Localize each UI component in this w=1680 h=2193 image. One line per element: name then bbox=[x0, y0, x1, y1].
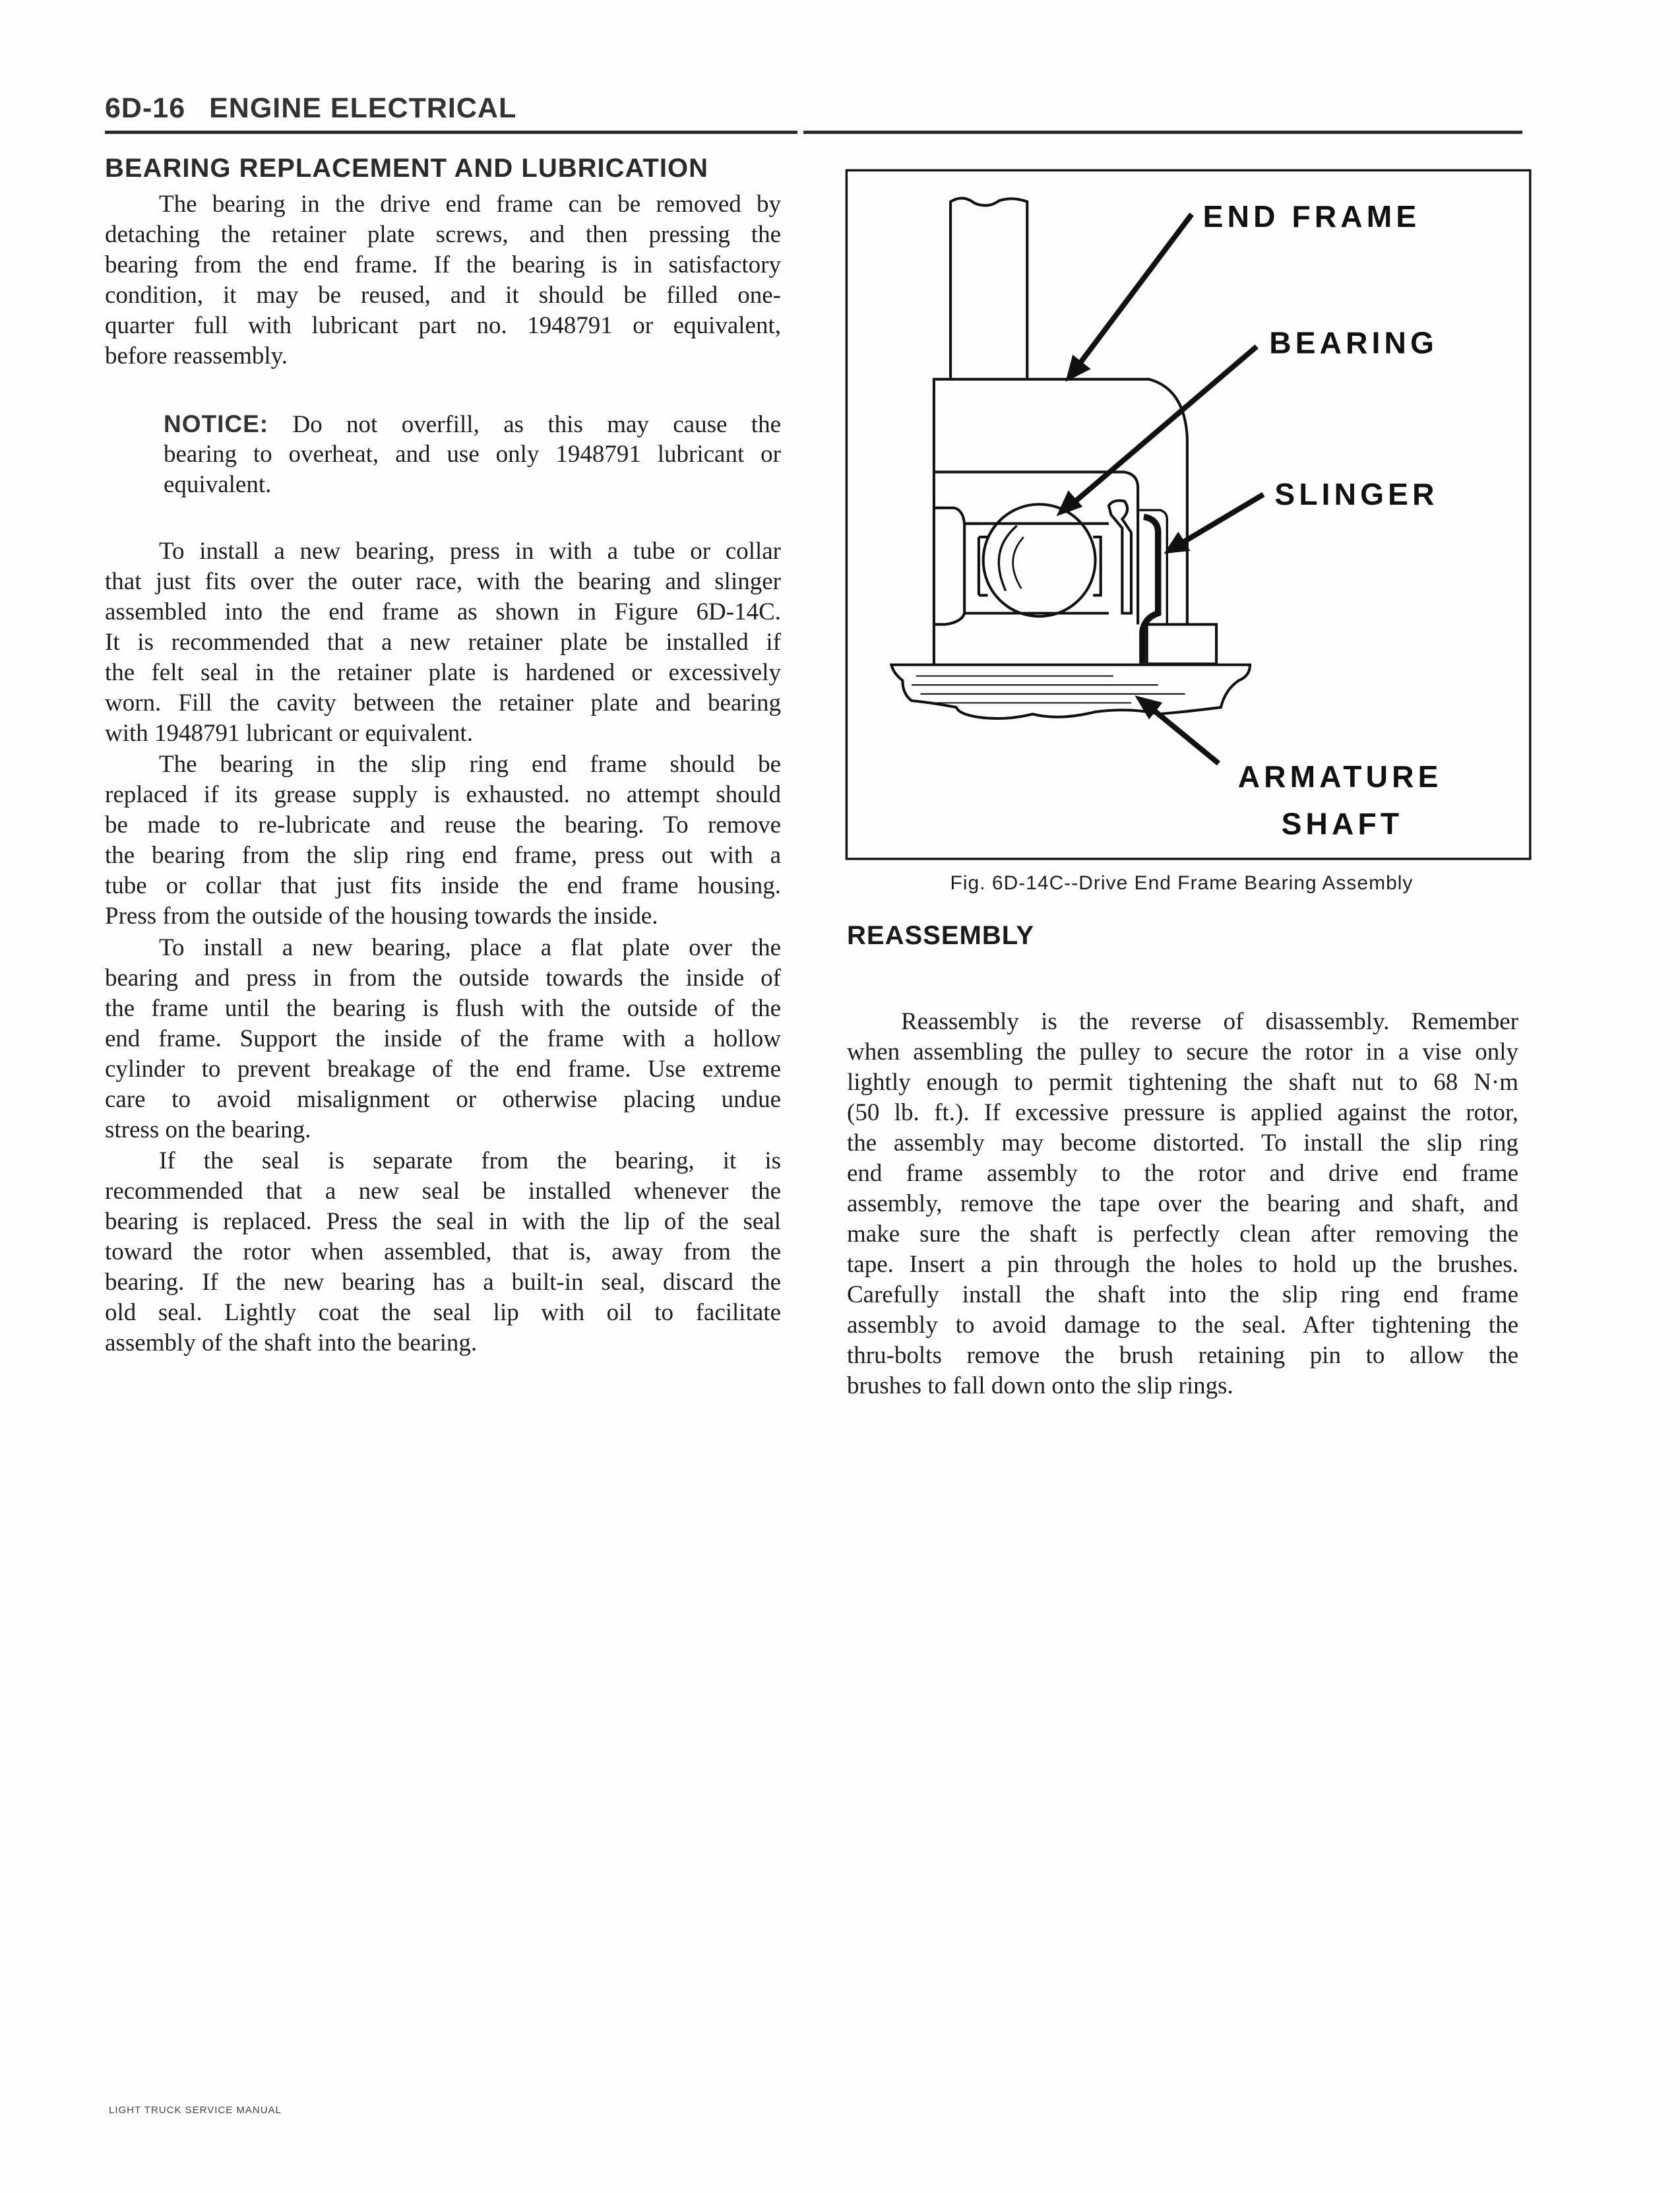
text-line: be made to re-lubricate and reuse the bearing. To remove bbox=[105, 811, 781, 839]
text-line: the felt seal in the retainer plate is hardened or excessively bbox=[105, 659, 781, 686]
header-rule-left bbox=[105, 131, 797, 134]
text-line: bearing. If the new bearing has a built-in seal, discard the bbox=[105, 1269, 781, 1296]
text-line: condition, it may be reused, and it should be filled one- bbox=[105, 282, 781, 309]
footer-manual-title: LIGHT TRUCK SERVICE MANUAL bbox=[109, 2105, 282, 2116]
notice-block bbox=[164, 409, 781, 500]
header-rule-right bbox=[803, 131, 1522, 134]
text-line: care to avoid misalignment or otherwise placing undue bbox=[105, 1086, 781, 1113]
text-line: the assembly may become distorted. To install the slip ring bbox=[847, 1129, 1518, 1157]
text-line: end frame assembly to the rotor and drive end frame bbox=[847, 1160, 1518, 1187]
text-line: quarter full with lubricant part no. 1948791 or equivalent, bbox=[105, 312, 781, 339]
text-line: thru-bolts remove the brush retaining pin to allow the bbox=[847, 1342, 1518, 1369]
text-line: brushes to fall down onto the slip rings. bbox=[847, 1372, 1233, 1399]
text-line: If the seal is separate from the bearing, it is bbox=[159, 1147, 781, 1174]
text-line: the bearing from the slip ring end frame, press out with a bbox=[105, 842, 781, 869]
text-line: The bearing in the slip ring end frame should be bbox=[159, 751, 781, 778]
text-line: lightly enough to permit tightening the shaft nut to 68 N·m bbox=[847, 1069, 1518, 1096]
section-heading-reassembly: REASSEMBLY bbox=[847, 921, 1035, 950]
text-line: detaching the retainer plate screws, and then pressing the bbox=[105, 221, 781, 248]
notice-line: Do not overfill, as this may cause the bbox=[268, 411, 781, 438]
text-line: It is recommended that a new retainer plate be installed if bbox=[105, 629, 781, 656]
label-armature: ARMATURE bbox=[1237, 759, 1443, 794]
paragraph-2 bbox=[105, 536, 781, 749]
text-line: with 1948791 lubricant or equivalent. bbox=[105, 720, 473, 747]
paragraph-3 bbox=[105, 749, 781, 932]
text-line: bearing from the end frame. If the bearing is in satisfactory bbox=[105, 251, 781, 278]
label-end-frame: END FRAME bbox=[1202, 199, 1421, 234]
section-title: ENGINE ELECTRICAL bbox=[209, 92, 517, 124]
notice-line: equivalent. bbox=[164, 471, 272, 498]
section-heading-bearing: BEARING REPLACEMENT AND LUBRICATION bbox=[105, 154, 708, 183]
text-line: end frame. Support the inside of the frame with a hollow bbox=[105, 1025, 781, 1052]
text-line: To install a new bearing, place a flat plate over the bbox=[159, 934, 781, 961]
text-line: bearing is replaced. Press the seal in with the lip of the seal bbox=[105, 1208, 781, 1235]
label-slinger: SLINGER bbox=[1274, 477, 1439, 512]
text-line: recommended that a new seal be installed whenever the bbox=[105, 1178, 781, 1205]
paragraph-1 bbox=[105, 189, 781, 371]
text-line: worn. Fill the cavity between the retainer plate and bearing bbox=[105, 689, 781, 716]
text-line: tape. Insert a pin through the holes to hold up the brushes. bbox=[847, 1251, 1518, 1278]
reassembly-paragraph bbox=[847, 1007, 1518, 1401]
paragraph-4 bbox=[105, 933, 781, 1145]
text-line: assembly of the shaft into the bearing. bbox=[105, 1329, 478, 1356]
text-line: Reassembly is the reverse of disassembly. Remember bbox=[901, 1008, 1518, 1035]
text-line: stress on the bearing. bbox=[105, 1116, 311, 1143]
text-line: assembly, remove the tape over the bearing and shaft, and bbox=[847, 1190, 1518, 1217]
label-bearing: BEARING bbox=[1269, 325, 1439, 360]
pole-drawing bbox=[950, 198, 1027, 379]
text-line: Carefully install the shaft into the slip ring end frame bbox=[847, 1281, 1518, 1308]
text-line: To install a new bearing, press in with a tube or collar bbox=[159, 538, 781, 565]
armature-shaft-drawing bbox=[891, 665, 1250, 718]
end-frame-arrow bbox=[1077, 214, 1191, 367]
text-line: (50 lb. ft.). If excessive pressure is applied against the rotor, bbox=[847, 1099, 1518, 1126]
text-line: old seal. Lightly coat the seal lip with oil to facilitate bbox=[105, 1299, 781, 1326]
bearing-arrow bbox=[1073, 346, 1257, 503]
text-line: toward the rotor when assembled, that is, away from the bbox=[105, 1238, 781, 1265]
slinger-arrow bbox=[1181, 494, 1264, 544]
page-number: 6D-16 bbox=[105, 92, 186, 124]
figure-caption: Fig. 6D-14C--Drive End Frame Bearing Assembly bbox=[950, 872, 1414, 894]
text-line: assembly to avoid damage to the seal. After tightening the bbox=[847, 1312, 1518, 1339]
notice-label: NOTICE: bbox=[164, 410, 269, 437]
text-line: that just fits over the outer race, with the bearing and slinger bbox=[105, 568, 781, 595]
text-line: the frame until the bearing is flush with the outside of the bbox=[105, 995, 781, 1022]
text-line: Press from the outside of the housing towards the inside. bbox=[105, 903, 658, 930]
text-line: bearing and press in from the outside towards the inside of bbox=[105, 965, 781, 992]
notice-line: bearing to overheat, and use only 1948791 lubricant or bbox=[164, 441, 781, 468]
figure-drive-end-frame bbox=[844, 165, 1537, 864]
text-line: make sure the shaft is perfectly clean after removing the bbox=[847, 1221, 1518, 1248]
text-line: before reassembly. bbox=[105, 342, 288, 369]
bearing-ball bbox=[983, 504, 1096, 616]
text-line: The bearing in the drive end frame can be removed by bbox=[159, 191, 781, 218]
text-line: tube or collar that just fits inside the end frame housing. bbox=[105, 872, 781, 899]
text-line: replaced if its grease supply is exhausted. no attempt should bbox=[105, 781, 781, 808]
slinger-drawing bbox=[1142, 517, 1158, 663]
paragraph-5 bbox=[105, 1146, 781, 1358]
text-line: assembled into the end frame as shown in Figure 6D-14C. bbox=[105, 598, 781, 625]
label-shaft: SHAFT bbox=[1281, 806, 1404, 841]
text-line: cylinder to prevent breakage of the end frame. Use extreme bbox=[105, 1056, 781, 1083]
text-line: when assembling the pulley to secure the rotor in a vise only bbox=[847, 1038, 1518, 1065]
page-header bbox=[105, 92, 516, 125]
armature-arrow bbox=[1149, 707, 1218, 763]
